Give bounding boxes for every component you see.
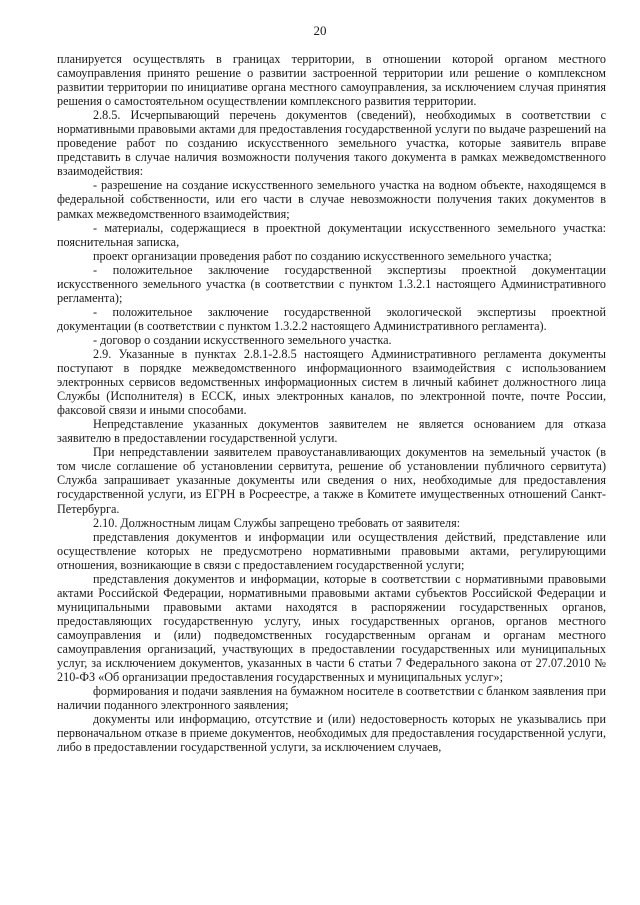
list-item-project-materials: - материалы, содержащиеся в проектной документации искусственного земельного участка: пояснительная записка, [57,220,606,249]
paragraph-non-submission: Непредставление указанных документов заявителем не является основанием для отказа заявителю в предоставлении государственной услуги. [57,417,606,446]
document-body [57,52,606,754]
list-item-state-expertise: - положительное заключение государственной экспертизы проектной документации искусственного земельного участка (в соответствии с пунктом 1.3.2.1 настоящего Административного регламента); [57,262,606,305]
list-item-contract: - договор о создании искусственного земельного участка. [93,332,392,347]
paragraph-prohibition-actions: представления документов и информации или осуществления действий, представление или осуществление которых не предусмотрено нормативными правовыми актами, регулирующими отношения, возникающие в связи с предоставлением государственной услуги; [57,529,606,572]
list-item-ecological-expertise: - положительное заключение государственной экологической экспертизы проектной документации (в соответствии с пунктом 1.3.2.2 настоящего Административного регламента). [57,304,606,333]
page-number: 20 [313,23,327,38]
list-item-work-organization-project: проект организации проведения работ по созданию искусственного земельного участка; [93,248,552,263]
list-item-permit: - разрешение на создание искусственного земельного участка на водном объекте, находящемся в федеральной собственности, или его части в случае невозможности получения таких документов в рамках межведомственного взаимодействия; [57,178,606,221]
paragraph-title-documents: При непредставлении заявителем правоустанавливающих документов на земельный участок (в том числе соглашение об установлении сервитута, решение об установлении публичного сервитута) Служба запрашивает указанные документы или сведения о них, необходимые для предоставления государственной услуги, из ЕГРН в Росреестре, а также в Комитете имущественных отношений Санкт-Петербурга. [57,445,606,516]
paragraph-prohibition-missing-docs: документы или информацию, отсутствие и (или) недостоверность которых не указывались при первоначальном отказе в приеме документов, необходимых для предоставления государственной услуги, либо в предоставлении государственной услуги, за исключением случаев, [57,712,606,755]
paragraph-continuation: планируется осуществлять в границах территории, в отношении которой органом местного самоуправления принято решение о развитии застроенной территории или решение о комплексном развитии территории по инициативе органа местного самоуправления, за исключением случая принятия решения о самостоятельном осуществлении комплексного развития территории. [57,52,606,109]
paragraph-2-10: 2.10. Должностным лицам Службы запрещено требовать от заявителя: [93,515,461,530]
paragraph-2-9: 2.9. Указанные в пунктах 2.8.1-2.8.5 настоящего Административного регламента документы поступают в порядке межведомственного информационного взаимодействия с использованием электронных сервисов ведомственных информационных систем в личный кабинет должностного лица Службы (Исполнителя) в ЕССК, иных электронных каналов, по электронной почте, почте России, факсовой связи и иными способами. [57,346,606,418]
paragraph-prohibition-paper-form: формирования и подачи заявления на бумажном носителе в соответствии с бланком заявления при наличии поданного электронного заявления; [57,684,606,713]
paragraph-prohibition-documents: представления документов и информации, которые в соответствии с нормативными правовыми актами Российской Федерации, нормативными правовыми актами субъектов Российской Федерации и муниципальными правовыми актами находятся в распоряжении государственных органов, предоставляющих государственную услугу, иных государственных органов, органов местного самоуправления и (или) подведомственных государственным органам и органам местного самоуправления организаций, участвующих в предоставлении государственных или муниципальных услуг, за исключением документов, указанных в части 6 статьи 7 Федерального закона от 27.07.2010 № 210-ФЗ «Об организации предоставления государственных и муниципальных услуг»; [57,571,606,685]
paragraph-2-8-5: 2.8.5. Исчерпывающий перечень документов (сведений), необходимых в соответствии с нормативными правовыми актами для предоставления государственной услуги по выдаче разрешений на проведение работ по созданию искусственного земельного участка, которые заявитель вправе представить в случае наличия возможности получения такого документа в рамках межведомственного взаимодействия: [57,108,606,179]
